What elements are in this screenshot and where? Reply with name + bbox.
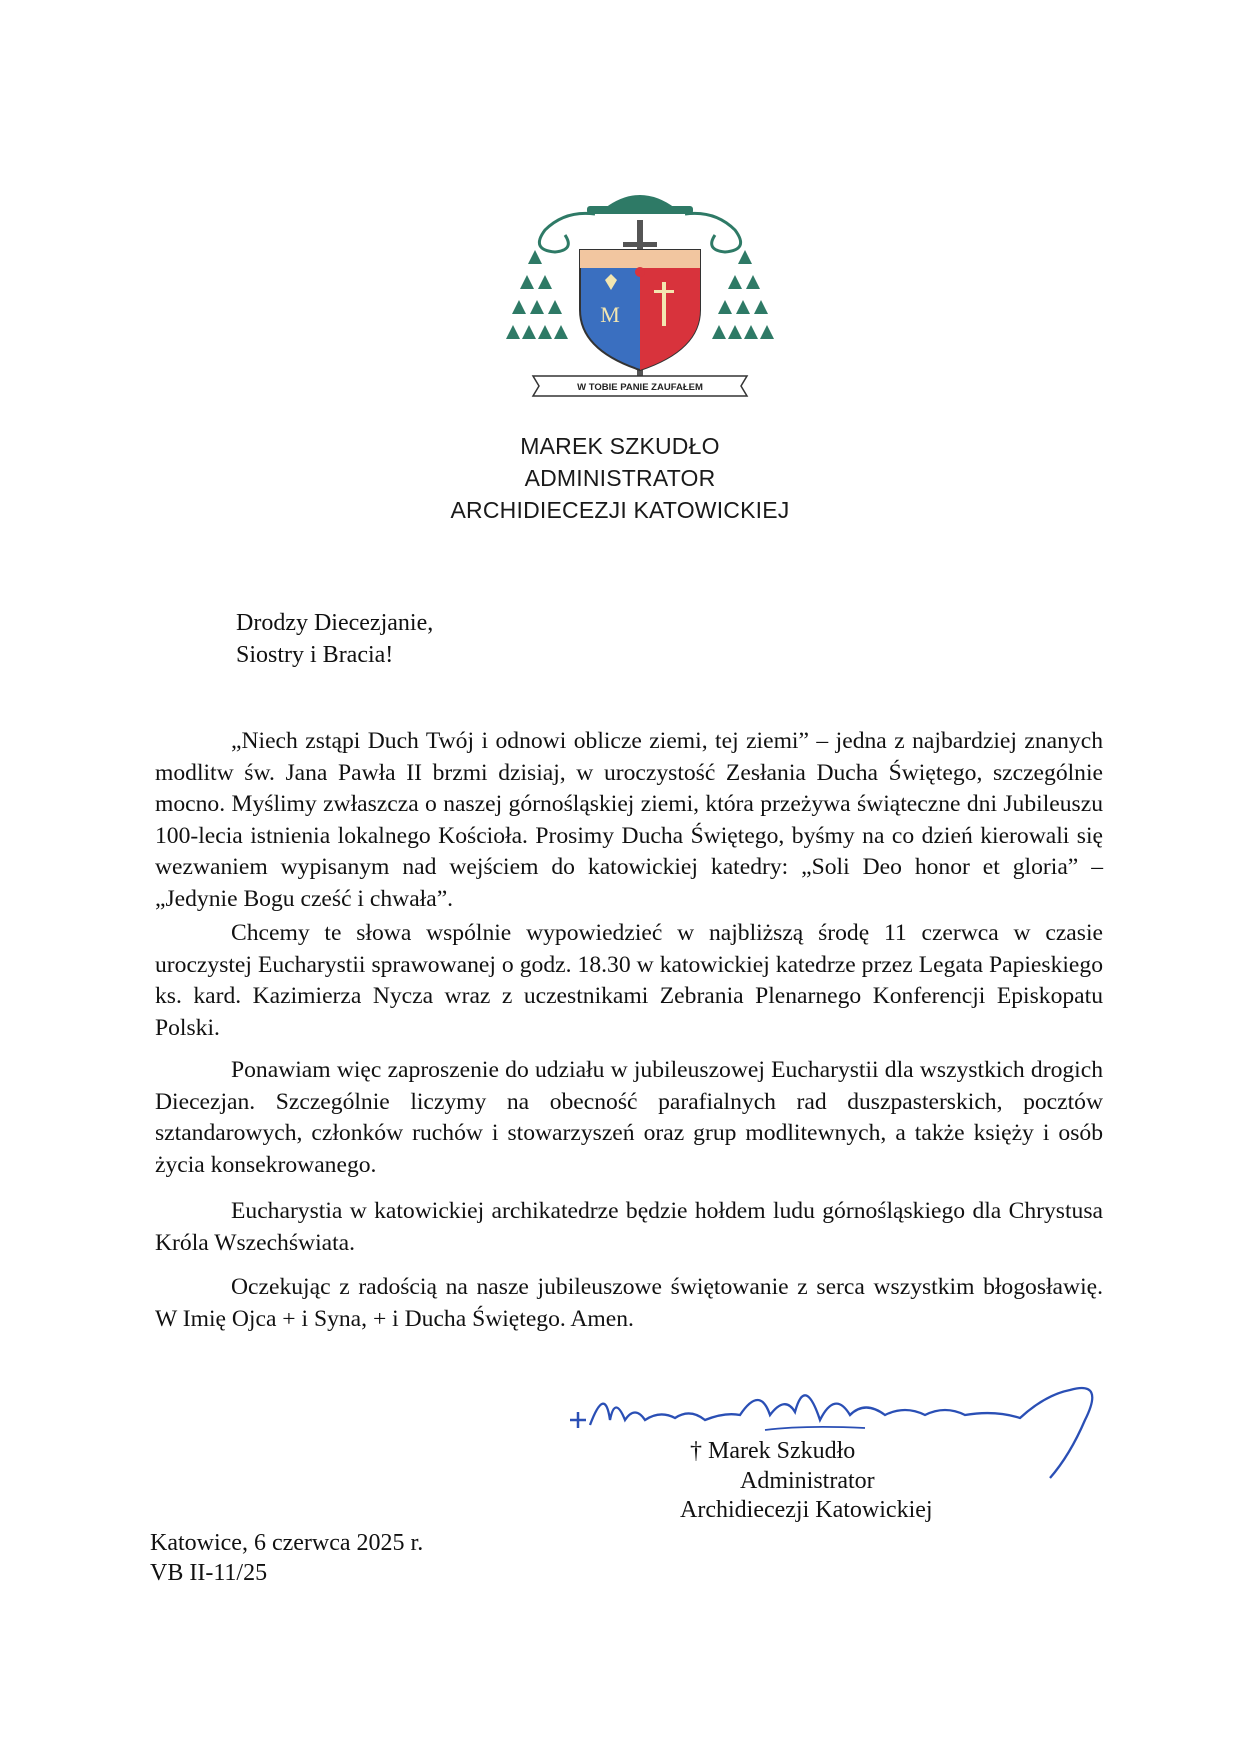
issuer-name: MAREK SZKUDŁO [520,433,720,459]
signature-title: Administrator [740,1468,875,1494]
motto-text: W TOBIE PANIE ZAUFAŁEM [577,382,703,393]
body-paragraph-4: Eucharystia w katowickiej archikatedrze będzie hołdem ludu górnośląskiego dla Chrystusa Króla Wszechświata. [155,1198,1103,1256]
issuer-institution: ARCHIDIECEZJI KATOWICKIEJ [450,497,790,523]
document-reference: VB II-11/25 [150,1560,268,1586]
greeting-line-2: Siostry i Bracia! [236,642,394,668]
body-paragraph-3: Ponawiam więc zaproszenie do udziału w jubileuszowej Eucharystii dla wszystkich drogich Diecezjan. Szczególnie liczymy na obecność parafialnych rad duszpasterskich, pocztów sztandarowych, członków ruchów i stowarzyszeń oraz grup modlitewnych, a także księży i osób życia konsekrowanego. [155,1057,1103,1178]
issuer-title: ADMINISTRATOR [524,465,716,491]
place-date: Katowice, 6 czerwca 2025 r. [150,1530,424,1556]
coat-of-arms-emblem [505,190,775,420]
body-paragraph-2: Chcemy te słowa wspólnie wypowiedzieć w najbliższą środę 11 czerwca w czasie uroczystej Eucharystii sprawowanej o godz. 18.30 w katowickiej katedrze przez Legata Papieskiego ks. kard. Kazimierza Nycza wraz z uczestnikami Zebrania Plenarnego Konferencji Episkopatu Polski. [155,920,1103,1041]
signature-name: † Marek Szkudło [690,1438,856,1464]
greeting-line-1: Drodzy Diecezjanie, [236,610,434,636]
signature-institution: Archidiecezji Katowickiej [680,1497,933,1523]
svg-text:M: M [600,302,620,327]
body-paragraph-5: Oczekując z radością na nasze jubileuszowe świętowanie z serca wszystkim błogosławię. W Imię Ojca + i Syna, + i Ducha Świętego. Amen. [155,1274,1103,1332]
body-paragraph-1: „Niech zstąpi Duch Twój i odnowi oblicze ziemi, tej ziemi” – jedna z najbardziej znanych modlitw św. Jana Pawła II brzmi dzisiaj, w uroczystość Zesłania Ducha Świętego, szczególnie mocno. Myślimy zwłaszcza o naszej górnośląskiej ziemi, która przeżywa świąteczne dni Jubileuszu 100-lecia istnienia lokalnego Kościoła. Prosimy Ducha Świętego, byśmy na co dzień kierowali się wezwaniem wypisanym nad wejściem do katowickiej katedry: „Soli Deo honor et gloria” – „Jedynie Bogu cześć i chwała”. [155,728,1103,912]
coat-of-arms [505,190,775,420]
